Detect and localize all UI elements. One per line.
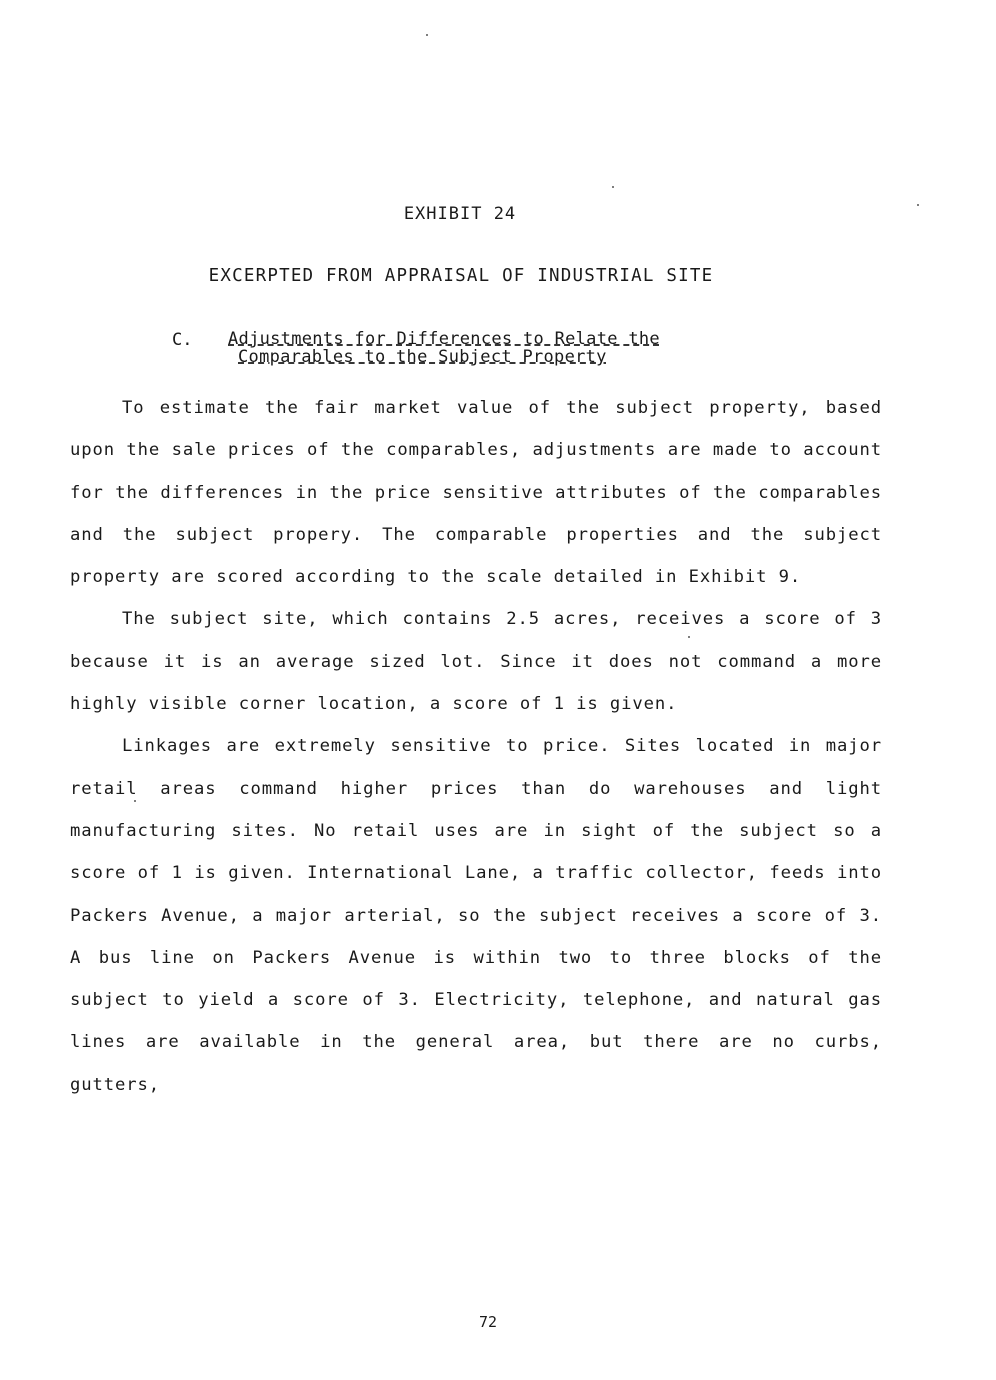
scan-speck xyxy=(612,186,614,188)
section-letter: C. xyxy=(172,330,193,350)
section-title-line-1: Adjustments for Differences to Relate the xyxy=(228,329,660,349)
scan-speck xyxy=(917,204,919,206)
scan-speck xyxy=(134,800,136,802)
scan-speck xyxy=(688,636,690,638)
paragraph-linkages: Linkages are extremely sensitive to price. Sites located in major retail areas command higher prices than do warehouses and light manufacturing sites. No retail uses are in sight of the subject so a score of 1 is given. International Lane, a traffic collector, feeds into Packers Avenue, a major arterial, so the subject receives a score of 3. A bus line on Packers Avenue is within two to three blocks of the subject to yield a score of 3. Electricity, telephone, and natural gas lines are available in the general area, but there are no curbs, gutters, xyxy=(70,736,882,1095)
paragraph-subject-site: The subject site, which contains 2.5 acres, receives a score of 3 because it is an average sized lot. Since it does not command a more highly visible corner location, a score of 1 is given. xyxy=(70,609,882,715)
document-title: EXCERPTED FROM APPRAISAL OF INDUSTRIAL SITE xyxy=(208,266,714,286)
page-number: 72 xyxy=(478,1313,498,1331)
scan-speck xyxy=(426,34,428,36)
paragraph-fair-market-value: To estimate the fair market value of the subject property, based upon the sale prices of the comparables, adjustments are made to account for the differences in the price sensitive attributes of the comparables and the subject propery. The comparable properties and the subject property are scored according to the scale detailed in Exhibit 9. xyxy=(70,398,882,588)
body-text xyxy=(70,387,882,1106)
exhibit-label: EXHIBIT 24 xyxy=(403,204,517,224)
section-title-line-2: Comparables to the Subject Property xyxy=(238,347,607,367)
section-title xyxy=(228,330,788,366)
